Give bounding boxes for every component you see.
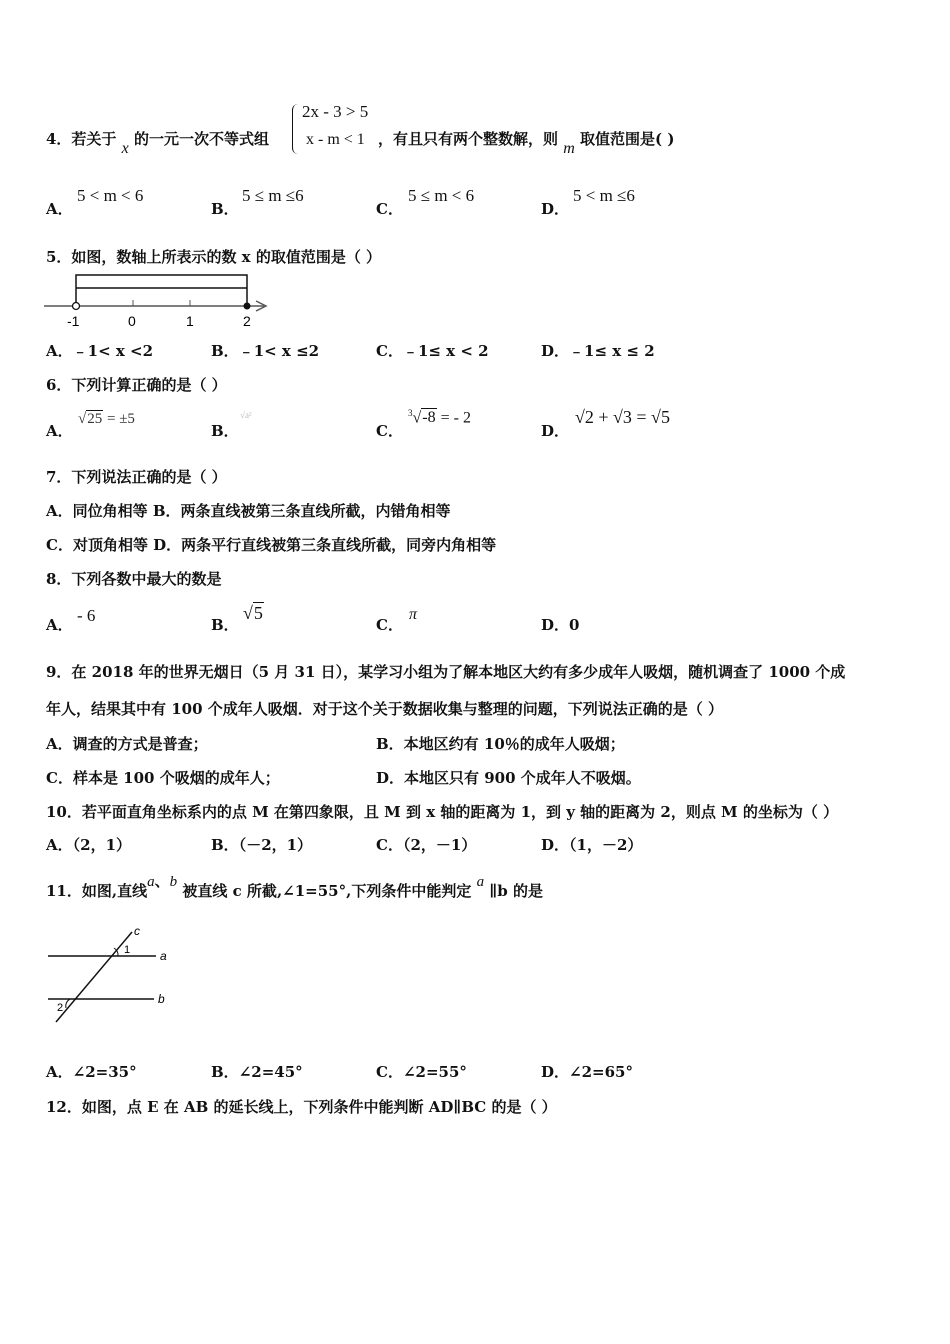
q4-option-b-text: 5 ≤ m ≤6 bbox=[242, 186, 304, 205]
q11-option-b[interactable]: B．∠2=45° bbox=[211, 1063, 303, 1081]
q11-var-a2: a bbox=[476, 874, 485, 890]
q11-label-a: a bbox=[160, 949, 167, 963]
q5-tick-label: -1 bbox=[67, 313, 80, 329]
q4-ineq2: x - m < 1 bbox=[306, 131, 365, 148]
q9-option-b[interactable]: B．本地区约有 10％的成年人吸烟； bbox=[376, 735, 625, 753]
q11-label-c: c bbox=[134, 924, 140, 938]
q8-option-b[interactable]: B． bbox=[211, 616, 239, 634]
q10-option-c[interactable]: C．（2，－1） bbox=[376, 836, 477, 854]
q4-option-b[interactable]: B． bbox=[211, 200, 239, 218]
q11-option-a[interactable]: A．∠2=35° bbox=[46, 1063, 137, 1081]
q8-option-b-expr: √5 bbox=[243, 603, 263, 623]
q5-option-a[interactable]: A．﹣1< x <2 bbox=[46, 342, 154, 360]
q11-line-c bbox=[56, 932, 132, 1022]
q11-var-a: a bbox=[147, 874, 155, 890]
q4-option-d-text: 5 < m ≤6 bbox=[573, 186, 635, 205]
q11-label-b: b bbox=[158, 992, 165, 1006]
q4-stem-tail: ，有且只有两个整数解，则 m 取值范围是( ) bbox=[378, 130, 675, 157]
q7-options-line-1[interactable]: A．同位角相等 B．两条直线被第三条直线所截，内错角相等 bbox=[46, 502, 451, 520]
q11-stem: 11．如图,直线a、b 被直线 c 所截,∠1=55°,下列条件中能判定 a ∥b 的是 bbox=[46, 872, 543, 900]
q6-stem: 6．下列计算正确的是（ ） bbox=[46, 376, 227, 394]
q11-angle-1: 1 bbox=[124, 944, 131, 956]
q5-option-d[interactable]: D．﹣1≤ x ≤ 2 bbox=[541, 342, 655, 360]
q9-stem-line-2: 年人，结果其中有 100 个成年人吸烟．对于这个关于数据收集与整理的问题，下列说法正确的是（ ） bbox=[46, 700, 723, 718]
q9-option-c[interactable]: C．样本是 100 个吸烟的成年人； bbox=[46, 769, 280, 787]
q8-option-d[interactable]: D．0 bbox=[541, 616, 580, 634]
q7-stem: 7．下列说法正确的是（ ） bbox=[46, 468, 227, 486]
q5-open-endpoint bbox=[73, 303, 80, 310]
q10-option-a[interactable]: A．（2，1） bbox=[46, 836, 132, 854]
q5-stem: 5．如图，数轴上所表示的数 x 的取值范围是（ ） bbox=[46, 248, 382, 266]
q8-stem: 8．下列各数中最大的数是 bbox=[46, 570, 222, 588]
q6-option-b[interactable]: B． bbox=[211, 422, 239, 440]
q10-option-b[interactable]: B．（－2，1） bbox=[211, 836, 313, 854]
q9-stem-line-1: 9．在 2018 年的世界无烟日（5 月 31 日），某学习小组为了解本地区大约有多少成年人吸烟，随机调查了 1000 个成 bbox=[46, 663, 846, 681]
q4-option-c[interactable]: C． bbox=[376, 200, 403, 218]
q4-option-d[interactable]: D． bbox=[541, 200, 570, 218]
q4-var-m: m bbox=[563, 140, 575, 157]
q4-option-c-text: 5 ≤ m < 6 bbox=[408, 186, 475, 205]
q12-stem: 12．如图，点 E 在 AB 的延长线上，下列条件中能判断 AD∥BC 的是（ ） bbox=[46, 1098, 557, 1116]
q6-option-c[interactable]: C． bbox=[376, 422, 403, 440]
q10-option-d[interactable]: D．（1，－2） bbox=[541, 836, 643, 854]
q4-ineq1: 2x - 3 > 5 bbox=[302, 102, 369, 121]
q5-range-bracket bbox=[76, 275, 247, 303]
q6-option-b-expr: √a² bbox=[240, 410, 252, 420]
q4-option-a[interactable]: A． bbox=[46, 200, 73, 218]
q10-stem: 10．若平面直角坐标系内的点 M 在第四象限，且 M 到 x 轴的距离为 1，到 y 轴的距离为 2，则点 M 的坐标为（ ） bbox=[46, 803, 839, 821]
q4-stem: 4．若关于 x 的一元一次不等式组 bbox=[46, 130, 270, 157]
q11-var-b: b bbox=[169, 874, 178, 890]
q8-option-c-expr: π bbox=[409, 606, 418, 623]
q7-options-line-2[interactable]: C．对顶角相等 D．两条平行直线被第三条直线所截，同旁内角相等 bbox=[46, 536, 497, 554]
q4-brace bbox=[292, 104, 301, 154]
q6-option-d-expr: √2 + √3 = √5 bbox=[575, 407, 670, 427]
q8-option-a-expr: - 6 bbox=[77, 606, 96, 625]
q5-tick-label: 0 bbox=[128, 313, 136, 329]
q6-option-d[interactable]: D． bbox=[541, 422, 570, 440]
q11-option-c[interactable]: C．∠2=55° bbox=[376, 1063, 467, 1081]
q6-option-a[interactable]: A． bbox=[46, 422, 73, 440]
q11-option-d[interactable]: D．∠2=65° bbox=[541, 1063, 633, 1081]
q5-option-b[interactable]: B．﹣1< x ≤2 bbox=[211, 342, 320, 360]
q6-option-a-expr: √25 = ±5 bbox=[78, 411, 135, 427]
q5-number-line-figure bbox=[42, 270, 274, 332]
q9-option-a[interactable]: A．调查的方式是普查； bbox=[46, 735, 208, 753]
q8-option-a[interactable]: A． bbox=[46, 616, 73, 634]
q11-angle-2: 2 bbox=[57, 1002, 64, 1014]
q9-option-d[interactable]: D．本地区只有 900 个成年人不吸烟。 bbox=[376, 769, 641, 787]
q4-var-x: x bbox=[121, 140, 129, 157]
q4-option-a-text: 5 < m < 6 bbox=[77, 186, 144, 205]
q5-option-c[interactable]: C．﹣1≤ x < 2 bbox=[376, 342, 489, 360]
q6-option-c-expr: $^3$√-8 = - 2 bbox=[408, 408, 471, 427]
q8-option-c[interactable]: C． bbox=[376, 616, 403, 634]
q5-tick-label: 1 bbox=[186, 313, 194, 329]
q5-closed-endpoint bbox=[244, 303, 251, 310]
q11-parallel-lines-figure bbox=[44, 922, 176, 1026]
q5-tick-label: 2 bbox=[243, 313, 251, 329]
